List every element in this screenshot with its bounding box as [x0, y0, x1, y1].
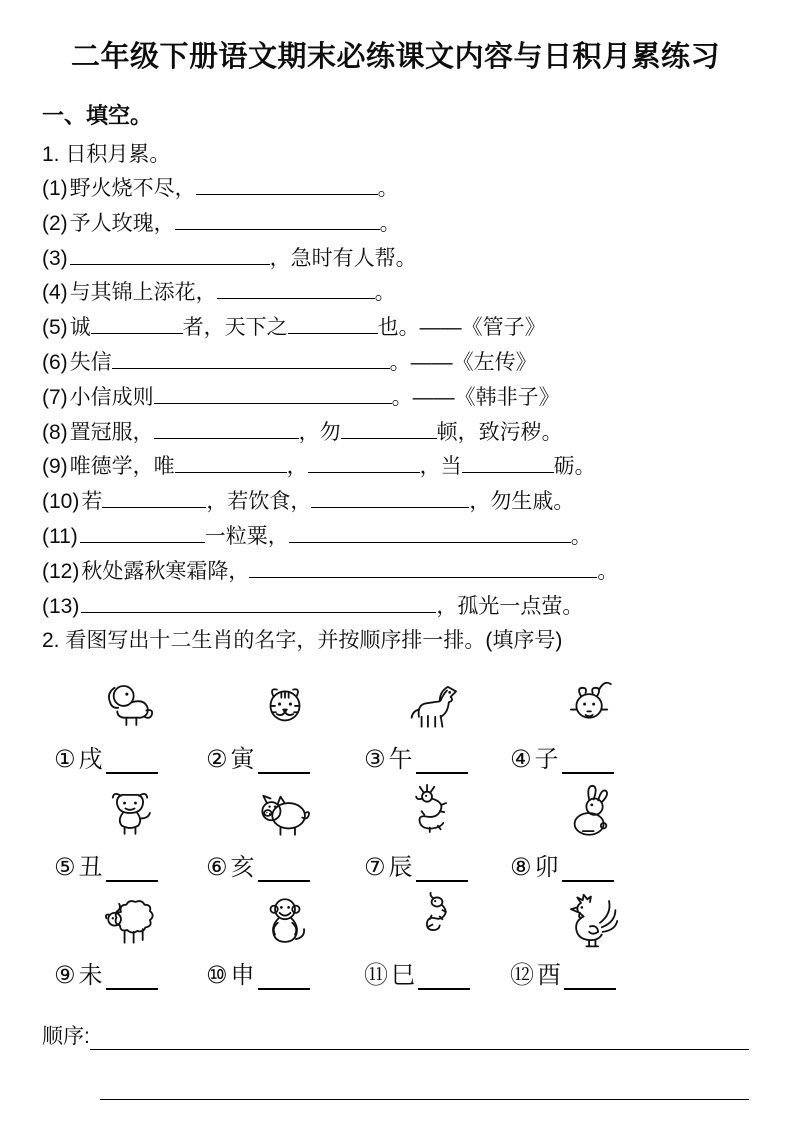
- zodiac-number: ⑥: [206, 854, 228, 882]
- section-one-heading: 一、填空。: [42, 103, 153, 128]
- item-text: 予人玫瑰，: [69, 211, 175, 235]
- zodiac-branch: 戌: [78, 746, 103, 774]
- fill-item: [42, 276, 749, 311]
- zodiac-label: [54, 847, 206, 882]
- zodiac-label: [510, 739, 670, 774]
- tiger-icon: [206, 672, 364, 734]
- zodiac-label: [364, 739, 510, 774]
- fill-item: [42, 207, 749, 242]
- rat-icon: [510, 672, 670, 734]
- fill-item: [42, 172, 749, 207]
- fill-blank: [80, 521, 205, 543]
- item-number: (7): [42, 385, 68, 409]
- pig-icon: [206, 780, 364, 842]
- fill-blank: [70, 243, 270, 265]
- item-text: 。: [374, 281, 396, 305]
- zodiac-number: ⑧: [510, 854, 532, 882]
- item-number: (11): [42, 524, 78, 548]
- item-number: (9): [42, 455, 68, 479]
- zodiac-cell: [364, 672, 510, 774]
- rooster-icon: [510, 888, 670, 950]
- zodiac-label: [206, 955, 364, 990]
- fill-blank: [217, 277, 375, 299]
- item-text: 诚: [69, 316, 91, 340]
- zodiac-number: ⑤: [54, 854, 76, 882]
- question-2-label: 2. 看图写出十二生肖的名字，并按顺序排一排。(填序号): [42, 629, 563, 653]
- item-text: ，: [286, 455, 308, 479]
- fill-blank: [288, 312, 378, 334]
- order-answer-line-1: [42, 1020, 749, 1050]
- item-text: ，急时有人帮。: [269, 246, 417, 270]
- fill-blank: [249, 556, 597, 578]
- item-text: 。: [597, 559, 619, 583]
- item-number: (4): [42, 281, 68, 305]
- zodiac-label: [206, 847, 364, 882]
- fill-item: [42, 346, 749, 381]
- zodiac-cell: [54, 672, 206, 774]
- item-text: 野火烧不尽，: [69, 177, 196, 200]
- item-text: ，当: [419, 455, 462, 479]
- item-number: (13): [42, 594, 80, 618]
- zodiac-label: [54, 955, 206, 990]
- zodiac-cell: [510, 780, 670, 882]
- item-number: (12): [42, 559, 80, 583]
- zodiac-branch: 子: [534, 746, 559, 774]
- item-text: 一粒粟，: [204, 524, 289, 548]
- zodiac-label: [510, 955, 670, 990]
- fill-blank: [102, 486, 206, 508]
- zodiac-answer-blank: [106, 748, 158, 774]
- zodiac-answer-blank: [258, 748, 310, 774]
- order-blank-1: [90, 1025, 749, 1050]
- item-number: (6): [42, 350, 68, 374]
- zodiac-grid: [42, 672, 749, 990]
- fill-item: [42, 555, 749, 590]
- zodiac-answer-blank: [564, 964, 616, 990]
- zodiac-number: ⑪: [364, 962, 388, 990]
- order-answer-line-2: [42, 1074, 749, 1099]
- zodiac-cell: [510, 888, 670, 990]
- fill-item: [42, 485, 749, 520]
- fill-blank: [175, 208, 380, 230]
- item-text: ，若饮食，: [206, 490, 312, 514]
- zodiac-cell: [54, 780, 206, 882]
- order-label: 顺序:: [42, 1025, 90, 1049]
- fill-item: [42, 381, 749, 416]
- zodiac-answer-blank: [418, 964, 470, 990]
- fill-blank: [81, 591, 436, 613]
- zodiac-label: [206, 739, 364, 774]
- fill-item: [42, 311, 749, 346]
- dog-icon: [54, 672, 206, 734]
- zodiac-branch: 亥: [230, 854, 255, 882]
- item-number: (10): [42, 490, 80, 514]
- item-text: 与其锦上添花，: [69, 281, 217, 305]
- fill-blank: [112, 347, 390, 369]
- zodiac-cell: [206, 780, 364, 882]
- fill-in-items: [42, 172, 749, 624]
- zodiac-cell: [206, 672, 364, 774]
- zodiac-cell: [364, 888, 510, 990]
- item-number: (2): [42, 211, 68, 235]
- item-number: (5): [42, 316, 68, 340]
- fill-item: [42, 416, 749, 451]
- monkey-icon: [206, 888, 364, 950]
- fill-item: [42, 450, 749, 485]
- item-text: 置冠服，: [69, 420, 154, 444]
- horse-icon: [364, 672, 510, 734]
- item-text: 小信成则: [69, 385, 154, 409]
- fill-blank: [341, 417, 437, 439]
- zodiac-number: ②: [206, 746, 228, 774]
- zodiac-label: [364, 955, 510, 990]
- item-text: 。——《韩非子》: [391, 385, 560, 409]
- zodiac-number: ⑩: [206, 962, 228, 990]
- zodiac-cell: [364, 780, 510, 882]
- zodiac-answer-blank: [106, 856, 158, 882]
- item-number: (3): [42, 246, 68, 270]
- zodiac-number: ⑨: [54, 962, 76, 990]
- order-blank-2: [100, 1074, 749, 1099]
- page-title: 二年级下册语文期末必练课文内容与日积月累练习: [70, 41, 720, 73]
- rabbit-icon: [510, 780, 670, 842]
- zodiac-label: [364, 847, 510, 882]
- item-text: 秋处露秋寒霜降，: [81, 559, 250, 583]
- item-text: ，勿生戚。: [469, 490, 575, 514]
- item-text: 。: [377, 177, 399, 200]
- item-text: ，孤光一点萤。: [436, 594, 584, 618]
- ox-icon: [54, 780, 206, 842]
- zodiac-cell: [206, 888, 364, 990]
- item-text: 。: [570, 524, 592, 548]
- zodiac-cell: [510, 672, 670, 774]
- item-number: (1): [42, 177, 68, 200]
- zodiac-branch: 丑: [78, 854, 103, 882]
- zodiac-branch: 巳: [391, 962, 415, 990]
- zodiac-cell: [54, 888, 206, 990]
- fill-item: [42, 590, 749, 625]
- fill-blank: [196, 173, 378, 195]
- snake-icon: [364, 888, 510, 950]
- zodiac-branch: 辰: [388, 854, 413, 882]
- item-text: 顿，致污秽。: [436, 420, 563, 444]
- fill-blank: [289, 521, 571, 543]
- fill-blank: [154, 417, 299, 439]
- zodiac-answer-blank: [562, 856, 614, 882]
- fill-item: [42, 520, 749, 555]
- zodiac-branch: 午: [388, 746, 413, 774]
- zodiac-answer-blank: [258, 856, 310, 882]
- zodiac-branch: 申: [230, 962, 255, 990]
- zodiac-answer-blank: [416, 748, 468, 774]
- zodiac-branch: 未: [78, 962, 103, 990]
- item-text: 失信: [69, 350, 112, 374]
- dragon-icon: [364, 780, 510, 842]
- zodiac-number: ⑦: [364, 854, 386, 882]
- zodiac-branch: 酉: [537, 962, 561, 990]
- zodiac-number: ④: [510, 746, 532, 774]
- item-text: ，勿: [298, 420, 341, 444]
- zodiac-number: ①: [54, 746, 76, 774]
- item-text: 。——《左传》: [389, 350, 537, 374]
- zodiac-number: ③: [364, 746, 386, 774]
- zodiac-answer-blank: [106, 964, 158, 990]
- item-number: (8): [42, 420, 68, 444]
- zodiac-branch: 卯: [534, 854, 559, 882]
- item-text: 者，天下之: [182, 316, 288, 340]
- fill-blank: [308, 451, 420, 473]
- item-text: 唯德学，唯: [69, 455, 175, 479]
- fill-blank: [91, 312, 183, 334]
- item-text: 若: [81, 490, 103, 514]
- fill-item: [42, 242, 749, 277]
- item-text: 也。——《管子》: [377, 316, 546, 340]
- sheep-icon: [54, 888, 206, 950]
- fill-blank: [462, 451, 554, 473]
- question-1-label: 1. 日积月累。: [42, 143, 171, 166]
- zodiac-number: ⑫: [510, 962, 534, 990]
- fill-blank: [154, 382, 392, 404]
- item-text: 砺。: [553, 455, 596, 479]
- zodiac-answer-blank: [416, 856, 468, 882]
- zodiac-branch: 寅: [230, 746, 255, 774]
- fill-blank: [175, 451, 287, 473]
- zodiac-label: [510, 847, 670, 882]
- zodiac-label: [54, 739, 206, 774]
- zodiac-answer-blank: [562, 748, 614, 774]
- item-text: 。: [379, 211, 401, 235]
- zodiac-answer-blank: [258, 964, 310, 990]
- fill-blank: [311, 486, 469, 508]
